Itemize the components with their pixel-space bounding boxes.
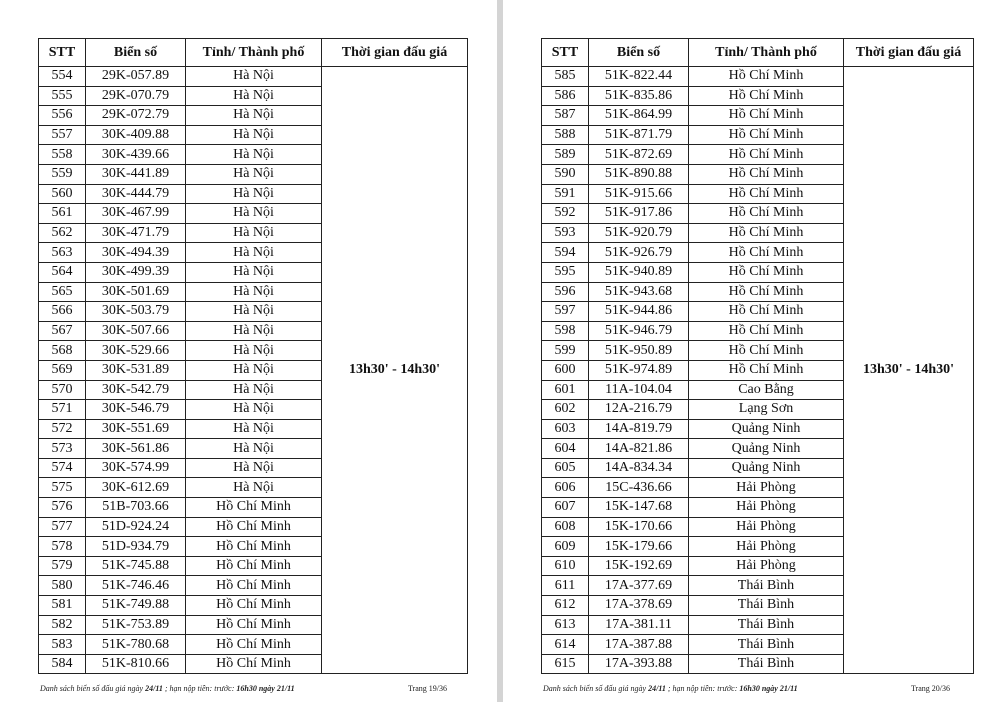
cell-city: Hà Nội [186,341,322,361]
cell-plate: 15K-179.66 [589,537,689,557]
cell-city: Hà Nội [186,184,322,204]
page-number: Trang 19/36 [407,684,447,693]
cell-city: Thái Bình [689,654,844,674]
cell-stt: 610 [542,556,589,576]
header-time: Thời gian đấu giá [322,39,468,67]
cell-stt: 561 [39,204,86,224]
cell-plate: 51K-950.89 [589,341,689,361]
cell-plate: 30K-441.89 [86,164,186,184]
cell-plate: 11A-104.04 [589,380,689,400]
cell-plate: 51K-835.86 [589,86,689,106]
cell-city: Hà Nội [186,380,322,400]
cell-city: Hà Nội [186,106,322,126]
cell-city: Hà Nội [186,360,322,380]
cell-city: Hà Nội [186,125,322,145]
cell-stt: 588 [542,125,589,145]
cell-city: Hà Nội [186,243,322,263]
header-stt: STT [39,39,86,67]
cell-stt: 605 [542,458,589,478]
cell-plate: 51K-943.68 [589,282,689,302]
table-row [39,67,468,87]
cell-city: Hà Nội [186,67,322,87]
cell-plate: 51K-745.88 [86,556,186,576]
cell-stt: 581 [39,596,86,616]
cell-city: Hồ Chí Minh [689,106,844,126]
cell-city: Hà Nội [186,223,322,243]
cell-plate: 51D-924.24 [86,517,186,537]
cell-stt: 593 [542,223,589,243]
cell-city: Thái Bình [689,596,844,616]
cell-plate: 14A-819.79 [589,419,689,439]
cell-city: Hồ Chí Minh [186,654,322,674]
cell-stt: 574 [39,458,86,478]
cell-plate: 12A-216.79 [589,400,689,420]
table-body [542,67,974,674]
cell-plate: 51K-753.89 [86,615,186,635]
cell-stt: 604 [542,439,589,459]
cell-city: Hà Nội [186,262,322,282]
cell-plate: 51K-926.79 [589,243,689,263]
footer-prefix: Danh sách biển số đấu giá ngày [40,684,146,693]
cell-plate: 51K-810.66 [86,654,186,674]
cell-stt: 562 [39,223,86,243]
cell-stt: 589 [542,145,589,165]
cell-city: Hồ Chí Minh [186,498,322,518]
cell-stt: 609 [542,537,589,557]
cell-stt: 575 [39,478,86,498]
cell-stt: 607 [542,498,589,518]
header-city: Tỉnh/ Thành phố [186,39,322,67]
cell-plate: 17A-381.11 [589,615,689,635]
table-row [542,67,974,87]
cell-stt: 557 [39,125,86,145]
cell-stt: 597 [542,302,589,322]
cell-plate: 51K-946.79 [589,321,689,341]
cell-plate: 51K-780.68 [86,635,186,655]
cell-stt: 594 [542,243,589,263]
cell-plate: 17A-378.69 [589,596,689,616]
cell-stt: 586 [542,86,589,106]
cell-plate: 15K-147.68 [589,498,689,518]
plate-table-right [541,38,974,674]
cell-city: Hà Nội [186,164,322,184]
cell-plate: 14A-821.86 [589,439,689,459]
footer-mid: ; hạn nộp tiền: trước: [162,684,237,693]
cell-plate: 51K-940.89 [589,262,689,282]
cell-stt: 614 [542,635,589,655]
cell-stt: 595 [542,262,589,282]
footer-prefix: Danh sách biển số đấu giá ngày [543,684,649,693]
cell-city: Hà Nội [186,145,322,165]
cell-stt: 611 [542,576,589,596]
footer-deadline: 16h30 ngày 21/11 [236,684,295,693]
cell-stt: 559 [39,164,86,184]
cell-time-slot: 13h30' - 14h30' [844,67,974,674]
cell-stt: 585 [542,67,589,87]
cell-stt: 583 [39,635,86,655]
cell-city: Lạng Sơn [689,400,844,420]
cell-city: Hồ Chí Minh [186,517,322,537]
table-header-row [39,39,468,67]
cell-plate: 51K-915.66 [589,184,689,204]
cell-city: Hà Nội [186,302,322,322]
cell-plate: 51K-864.99 [589,106,689,126]
cell-plate: 51K-872.69 [589,145,689,165]
cell-stt: 569 [39,360,86,380]
cell-plate: 51K-746.46 [86,576,186,596]
cell-plate: 30K-529.66 [86,341,186,361]
cell-plate: 51K-749.88 [86,596,186,616]
cell-city: Hồ Chí Minh [689,86,844,106]
cell-stt: 587 [542,106,589,126]
cell-plate: 30K-542.79 [86,380,186,400]
cell-stt: 570 [39,380,86,400]
cell-stt: 613 [542,615,589,635]
table-body [39,67,468,674]
cell-plate: 51K-871.79 [589,125,689,145]
cell-city: Hà Nội [186,204,322,224]
cell-stt: 576 [39,498,86,518]
cell-plate: 14A-834.34 [589,458,689,478]
cell-plate: 51K-920.79 [589,223,689,243]
document-page-right [503,0,1000,702]
footer-date: 24/11 [145,684,163,693]
cell-city: Hà Nội [186,321,322,341]
cell-stt: 556 [39,106,86,126]
cell-stt: 596 [542,282,589,302]
cell-city: Hà Nội [186,86,322,106]
cell-city: Hồ Chí Minh [186,537,322,557]
cell-stt: 599 [542,341,589,361]
cell-plate: 30K-409.88 [86,125,186,145]
cell-stt: 603 [542,419,589,439]
cell-stt: 580 [39,576,86,596]
plate-table-left [38,38,468,674]
footer-deadline: 16h30 ngày 21/11 [739,684,798,693]
cell-city: Thái Bình [689,635,844,655]
cell-plate: 30K-561.86 [86,439,186,459]
cell-plate: 51B-703.66 [86,498,186,518]
cell-stt: 565 [39,282,86,302]
cell-city: Hồ Chí Minh [689,125,844,145]
page-footer [543,684,950,693]
cell-city: Hồ Chí Minh [186,556,322,576]
cell-city: Hồ Chí Minh [186,615,322,635]
cell-stt: 612 [542,596,589,616]
cell-city: Hồ Chí Minh [186,635,322,655]
cell-plate: 51K-822.44 [589,67,689,87]
cell-plate: 17A-387.88 [589,635,689,655]
cell-stt: 566 [39,302,86,322]
cell-city: Hồ Chí Minh [689,321,844,341]
cell-plate: 30K-499.39 [86,262,186,282]
cell-plate: 51K-890.88 [589,164,689,184]
cell-plate: 30K-507.66 [86,321,186,341]
cell-city: Hà Nội [186,282,322,302]
cell-plate: 15K-170.66 [589,517,689,537]
cell-city: Hà Nội [186,478,322,498]
cell-city: Hồ Chí Minh [689,204,844,224]
cell-city: Hà Nội [186,419,322,439]
cell-plate: 30K-471.79 [86,223,186,243]
cell-stt: 558 [39,145,86,165]
header-plate: Biển số [86,39,186,67]
cell-stt: 564 [39,262,86,282]
cell-plate: 51K-917.86 [589,204,689,224]
cell-plate: 15C-436.66 [589,478,689,498]
cell-plate: 30K-574.99 [86,458,186,478]
cell-plate: 51D-934.79 [86,537,186,557]
cell-plate: 30K-467.99 [86,204,186,224]
cell-plate: 30K-501.69 [86,282,186,302]
cell-plate: 29K-072.79 [86,106,186,126]
cell-city: Hồ Chí Minh [186,576,322,596]
cell-stt: 598 [542,321,589,341]
cell-city: Hồ Chí Minh [689,341,844,361]
cell-city: Quảng Ninh [689,419,844,439]
cell-plate: 30K-612.69 [86,478,186,498]
cell-city: Hải Phòng [689,478,844,498]
cell-stt: 560 [39,184,86,204]
cell-city: Hà Nội [186,458,322,478]
cell-city: Hải Phòng [689,556,844,576]
cell-city: Hải Phòng [689,537,844,557]
cell-plate: 29K-070.79 [86,86,186,106]
header-time: Thời gian đấu giá [844,39,974,67]
cell-stt: 584 [39,654,86,674]
cell-city: Hà Nội [186,439,322,459]
cell-stt: 563 [39,243,86,263]
document-page-left [0,0,497,702]
cell-plate: 29K-057.89 [86,67,186,87]
cell-city: Hải Phòng [689,517,844,537]
cell-city: Hồ Chí Minh [689,67,844,87]
cell-plate: 51K-974.89 [589,360,689,380]
cell-city: Hồ Chí Minh [689,145,844,165]
cell-plate: 30K-494.39 [86,243,186,263]
cell-plate: 17A-377.69 [589,576,689,596]
cell-city: Hồ Chí Minh [689,302,844,322]
cell-stt: 568 [39,341,86,361]
footer-mid: ; hạn nộp tiền: trước: [665,684,740,693]
cell-city: Hồ Chí Minh [689,223,844,243]
cell-plate: 30K-546.79 [86,400,186,420]
cell-plate: 51K-944.86 [589,302,689,322]
cell-stt: 608 [542,517,589,537]
cell-stt: 567 [39,321,86,341]
cell-stt: 572 [39,419,86,439]
cell-city: Hồ Chí Minh [689,184,844,204]
cell-plate: 30K-444.79 [86,184,186,204]
cell-stt: 592 [542,204,589,224]
cell-stt: 554 [39,67,86,87]
cell-city: Hồ Chí Minh [689,360,844,380]
cell-stt: 573 [39,439,86,459]
cell-city: Hồ Chí Minh [186,596,322,616]
cell-stt: 578 [39,537,86,557]
cell-city: Hải Phòng [689,498,844,518]
cell-stt: 555 [39,86,86,106]
cell-stt: 590 [542,164,589,184]
cell-plate: 30K-531.89 [86,360,186,380]
cell-city: Thái Bình [689,576,844,596]
cell-stt: 602 [542,400,589,420]
cell-stt: 606 [542,478,589,498]
cell-plate: 17A-393.88 [589,654,689,674]
cell-city: Hồ Chí Minh [689,282,844,302]
cell-stt: 577 [39,517,86,537]
cell-stt: 600 [542,360,589,380]
header-city: Tỉnh/ Thành phố [689,39,844,67]
cell-stt: 582 [39,615,86,635]
cell-plate: 30K-551.69 [86,419,186,439]
footer-date: 24/11 [648,684,666,693]
cell-city: Thái Bình [689,615,844,635]
cell-plate: 30K-503.79 [86,302,186,322]
cell-stt: 579 [39,556,86,576]
cell-city: Hà Nội [186,400,322,420]
page-footer [40,684,447,693]
cell-city: Cao Bằng [689,380,844,400]
cell-stt: 591 [542,184,589,204]
page-number: Trang 20/36 [910,684,950,693]
cell-plate: 15K-192.69 [589,556,689,576]
cell-city: Hồ Chí Minh [689,262,844,282]
cell-plate: 30K-439.66 [86,145,186,165]
cell-time-slot: 13h30' - 14h30' [322,67,468,674]
cell-city: Quảng Ninh [689,439,844,459]
header-stt: STT [542,39,589,67]
cell-stt: 615 [542,654,589,674]
table-header-row [542,39,974,67]
cell-city: Hồ Chí Minh [689,164,844,184]
cell-stt: 601 [542,380,589,400]
cell-stt: 571 [39,400,86,420]
cell-city: Hồ Chí Minh [689,243,844,263]
cell-city: Quảng Ninh [689,458,844,478]
header-plate: Biển số [589,39,689,67]
